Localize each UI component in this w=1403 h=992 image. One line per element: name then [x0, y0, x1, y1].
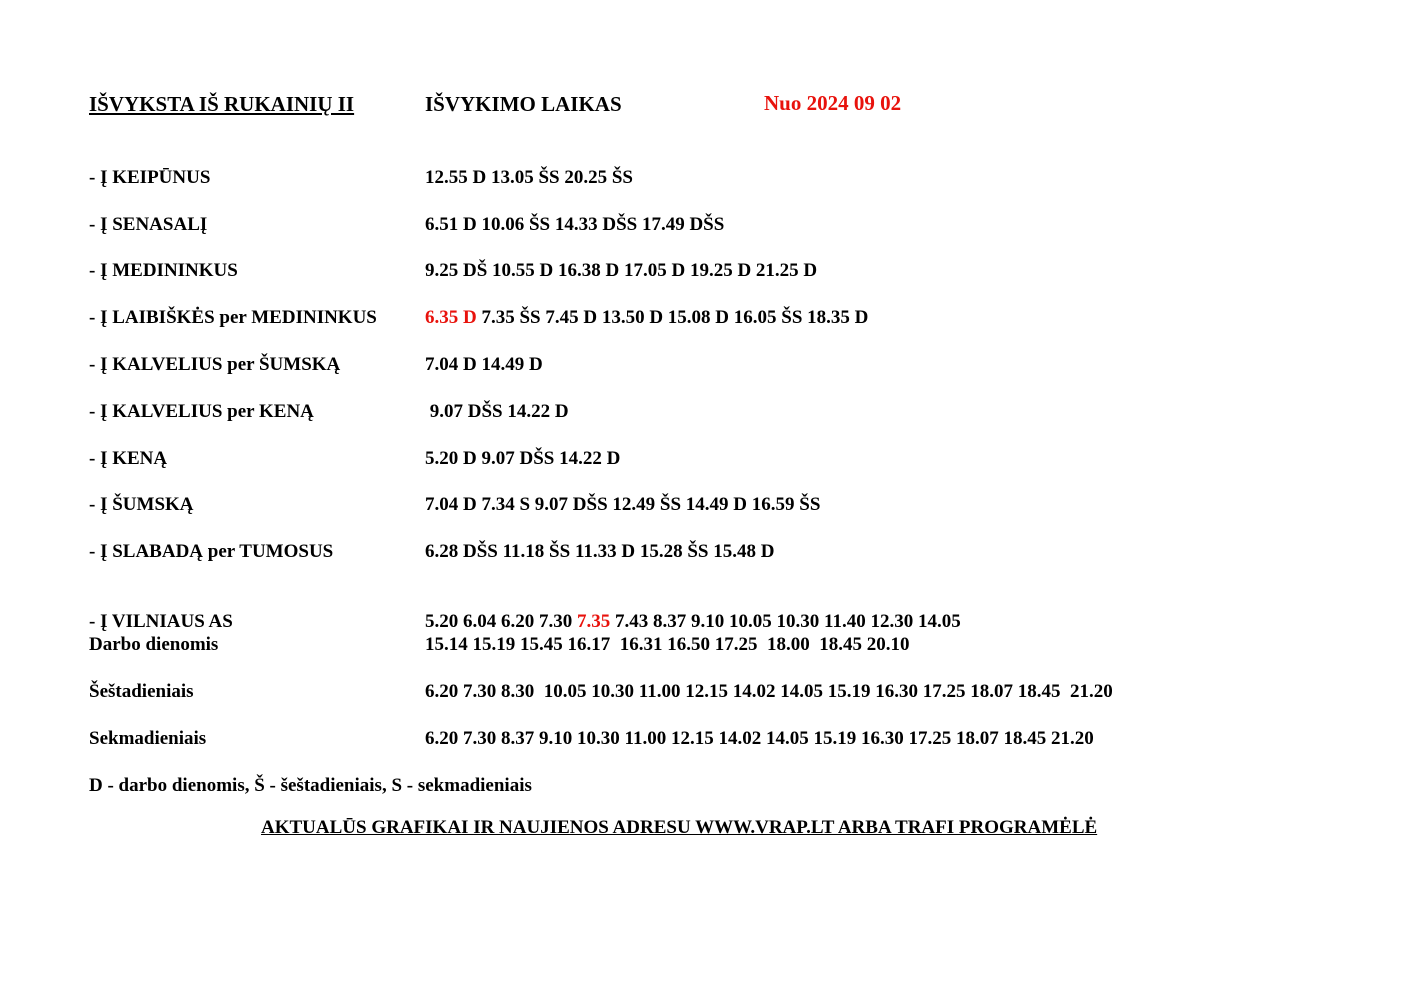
route-destination: - Į KENĄ — [89, 448, 168, 469]
route-destination: - Į KALVELIUS per ŠUMSKĄ — [89, 354, 341, 375]
route-times: 5.20 D 9.07 DŠS 14.22 D — [425, 448, 621, 469]
route-destination: - Į SENASALĮ — [89, 214, 208, 235]
legend-text: D - darbo dienomis, Š - šeštadieniais, S - sekmadieniais — [89, 775, 532, 796]
departure-title: IŠVYKSTA IŠ RUKAINIŲ II — [89, 92, 355, 116]
vilnius-sunday-times: 6.20 7.30 8.37 9.10 10.30 11.00 12.15 14.02 14.05 15.19 16.30 17.25 18.07 18.45 21.20 — [425, 728, 1094, 749]
route-destination: - Į SLABADĄ per TUMOSUS — [89, 541, 334, 562]
vilnius-saturday-times: 6.20 7.30 8.30 10.05 10.30 11.00 12.15 14.02 14.05 15.19 16.30 17.25 18.07 18.45 21.20 — [425, 681, 1113, 702]
route-times-rest: 7.35 ŠS 7.45 D 13.50 D 15.08 D 16.05 ŠS 18.35 D — [476, 307, 869, 328]
route-times: 6.51 D 10.06 ŠS 14.33 DŠS 17.49 DŠS — [425, 214, 725, 235]
vilnius-destination: - Į VILNIAUS AS — [89, 611, 233, 632]
route-times: 9.25 DŠ 10.55 D 16.38 D 17.05 D 19.25 D 21.25 D — [425, 260, 818, 281]
valid-from-date: Nuo 2024 09 02 — [764, 91, 902, 115]
vilnius-times-part: 5.20 6.04 6.20 7.30 — [425, 611, 577, 632]
vilnius-workdays-times-line1 — [425, 612, 961, 631]
highlighted-time: 6.35 D — [425, 307, 477, 328]
route-times: 9.07 DŠS 14.22 D — [425, 401, 569, 422]
route-times: 6.28 DŠS 11.18 ŠS 11.33 D 15.28 ŠS 15.48 D — [425, 541, 775, 562]
route-destination: - Į KEIPŪNUS — [89, 167, 211, 188]
route-destination: - Į MEDININKUS — [89, 260, 238, 281]
vilnius-workdays-times-line2: 15.14 15.19 15.45 16.17 16.31 16.50 17.25 18.00 18.45 20.10 — [425, 634, 910, 655]
highlighted-time: 7.35 — [577, 611, 611, 632]
route-times — [425, 308, 868, 327]
workdays-label: Darbo dienomis — [89, 634, 219, 655]
route-times: 7.04 D 14.49 D — [425, 354, 543, 375]
saturday-label: Šeštadieniais — [89, 681, 194, 702]
route-destination: - Į LAIBIŠKĖS per MEDININKUS — [89, 307, 377, 328]
footer-notice-link[interactable]: AKTUALŪS GRAFIKAI IR NAUJIENOS ADRESU WWW.VRAP.LT ARBA TRAFI PROGRAMĖLĖ — [261, 817, 1098, 838]
departure-time-title: IŠVYKIMO LAIKAS — [425, 92, 622, 116]
sunday-label: Sekmadieniais — [89, 728, 207, 749]
route-times: 12.55 D 13.05 ŠS 20.25 ŠS — [425, 167, 633, 188]
route-destination: - Į KALVELIUS per KENĄ — [89, 401, 314, 422]
vilnius-times-part: 7.43 8.37 9.10 10.05 10.30 11.40 12.30 14.05 — [610, 611, 961, 632]
route-destination: - Į ŠUMSKĄ — [89, 494, 194, 515]
route-times: 7.04 D 7.34 S 9.07 DŠS 12.49 ŠS 14.49 D 16.59 ŠS — [425, 494, 821, 515]
